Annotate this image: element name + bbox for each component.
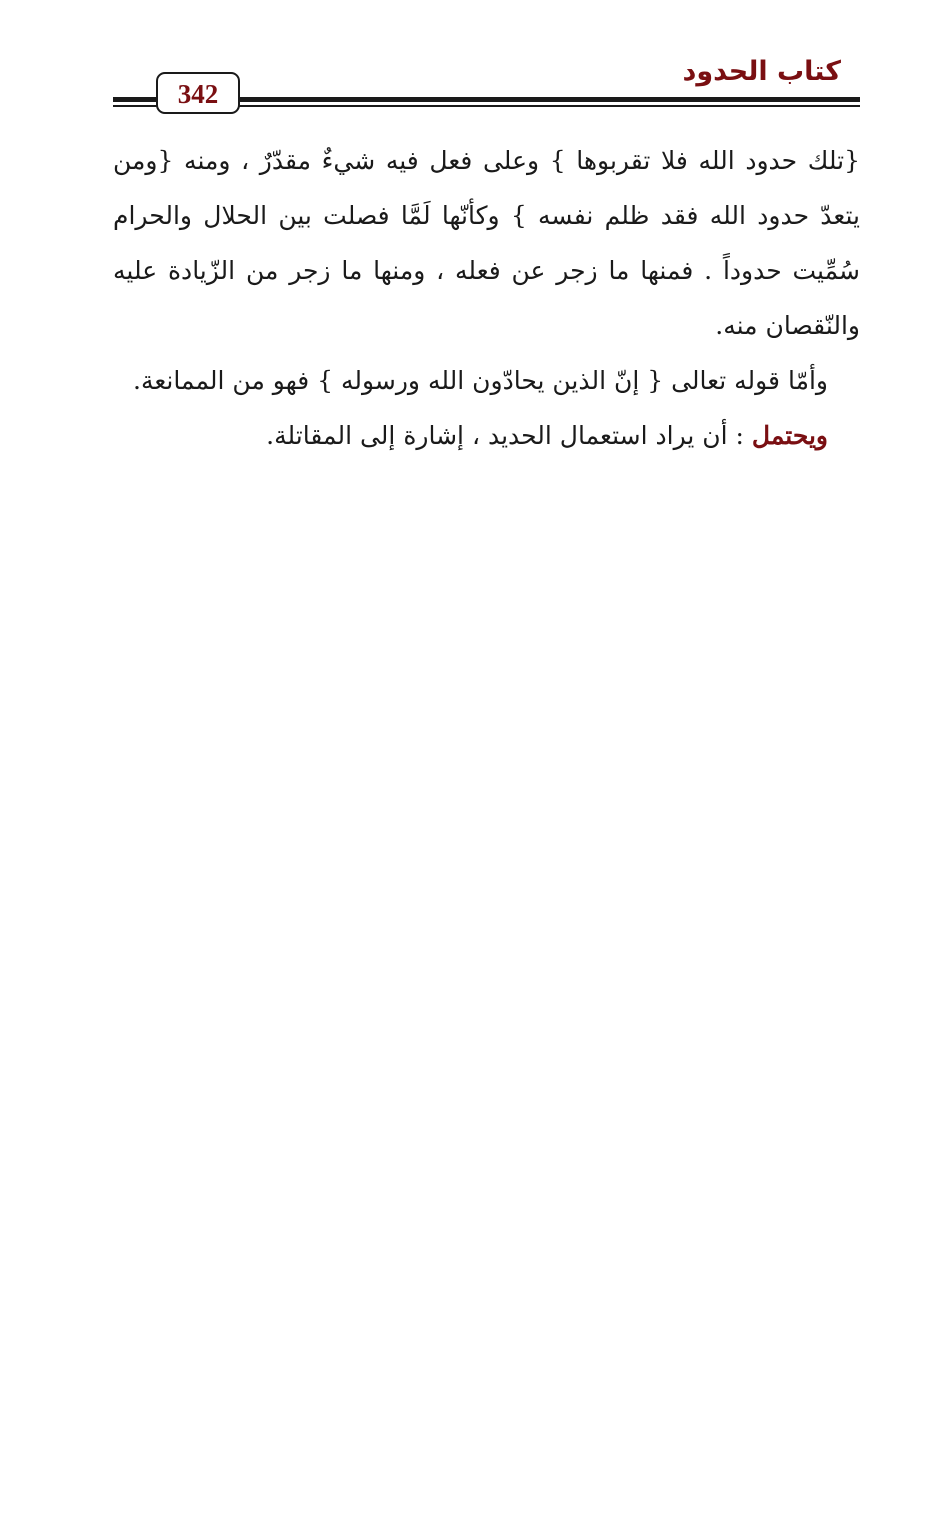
page-content: [113, 133, 860, 463]
book-title: كتاب الحدود: [682, 56, 841, 87]
paragraph-2: وأمّا قوله تعالى { إنّ الذين يحادّون الله ورسوله } فهو من الممانعة.: [133, 366, 828, 395]
page-header: [0, 0, 945, 120]
page-number: 342: [177, 79, 219, 109]
page-number-box: [156, 72, 240, 114]
paragraph-3-text: : أن يراد استعمال الحديد ، إشارة إلى المقاتلة.: [266, 421, 752, 450]
paragraph-1: {تلك حدود الله فلا تقربوها } وعلى فعل فيه شيءٌ مقدّرٌ ، ومنه {ومن يتعدّ حدود الله فقد ظلم نفسه } وكأنّها لَمَّا فصلت بين الحلال والحرام سُمِّيت حدوداً . فمنها ما زجر عن فعله ، ومنها ما زجر من الزّيادة عليه والنّقصان منه.: [113, 146, 860, 340]
paragraph-3: [113, 408, 860, 463]
paragraph-3-keyword: ويحتمل: [751, 421, 828, 450]
